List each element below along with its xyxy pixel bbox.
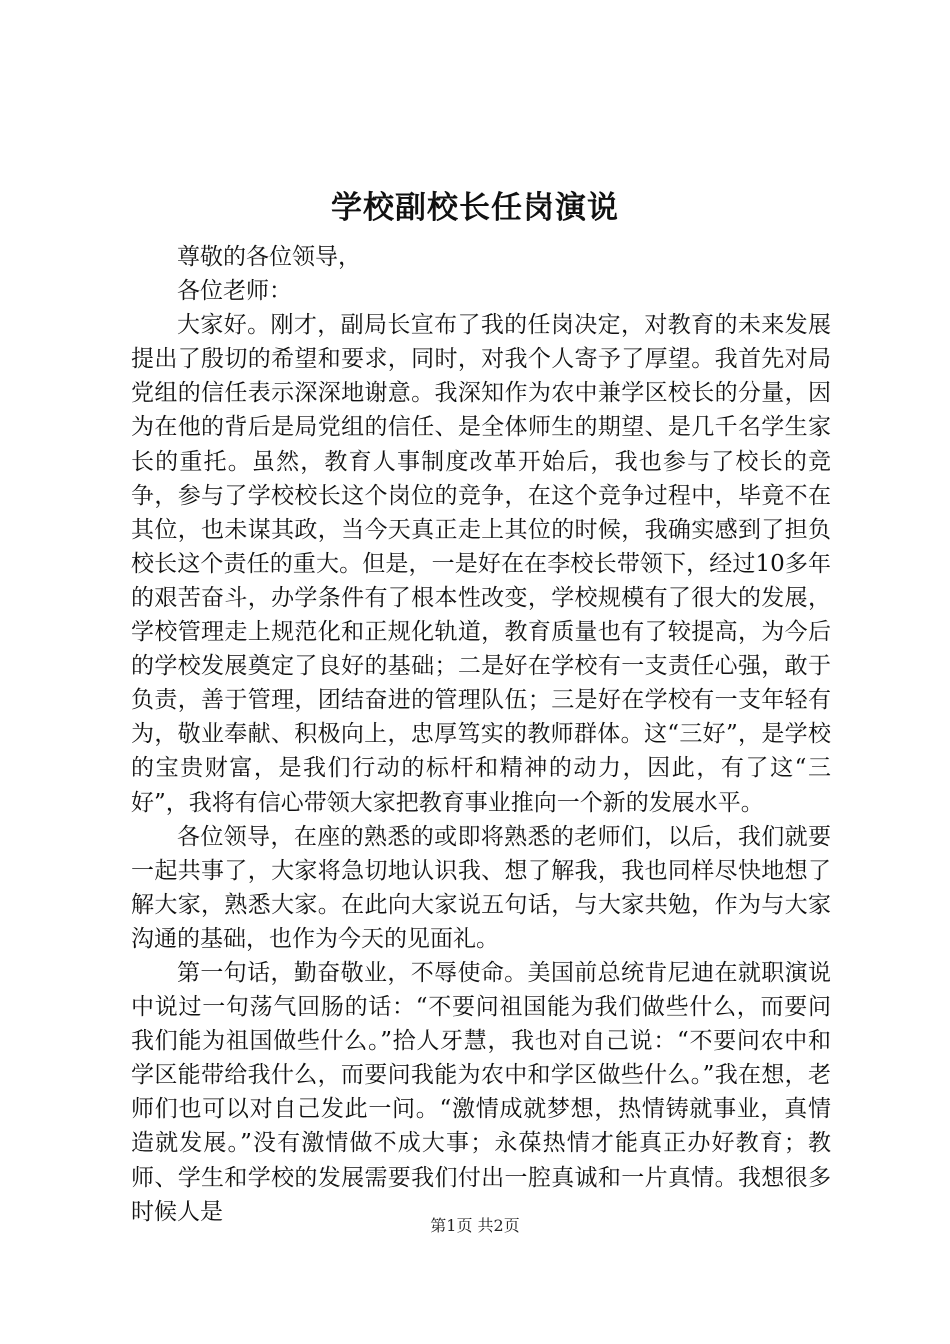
paragraph-first-point: 第一句话，勤奋敬业，不辱使命。美国前总统肯尼迪在就职演说中说过一句荡气回肠的话：“不要问祖国能为我们做些什么，而要问我们能为祖国做些什么。”拾人牙慧，我也对自己说：“不要问农中和学区能带给我什么，而要问我能为农中和学区做些什么。”我在想，老师们也可以对自己发此一问。“激情成就梦想，热情铸就事业，真情造就发展。”没有激情做不成大事；永葆热情才能真正办好教育；教师、学生和学校的发展需要我们付出一腔真诚和一片真情。我想很多时候人是 xyxy=(131,959,831,1225)
document-body xyxy=(131,240,831,1229)
salutation-leaders: 尊敬的各位领导， xyxy=(177,244,361,270)
paragraph-greeting: 大家好。刚才，副局长宣布了我的任岗决定，对教育的未来发展提出了殷切的希望和要求，同时，对我个人寄予了厚望。我首先对局党组的信任表示深深地谢意。我深知作为农中兼学区校长的分量，因为在他的背后是局党组的信任、是全体师生的期望、是几千名学生家长的重托。虽然，教育人事制度改革开始后，我也参与了校长的竞争，参与了学校校长这个岗位的竞争，在这个竞争过程中，毕竟不在其位，也未谋其政，当今天真正走上其位的时候，我确实感到了担负校长这个责任的重大。但是，一是好在在李校长带领下，经过10多年的艰苦奋斗，办学条件有了根本性改变，学校规模有了很大的发展，学校管理走上规范化和正规化轨道，教育质量也有了较提高，为今后的学校发展奠定了良好的基础；二是好在学校有一支责任心强，敢于负责，善于管理，团结奋进的管理队伍；三是好在学校有一支年轻有为，敬业奉献、积极向上，忠厚笃实的教师群体。这“三好”，是学校的宝贵财富，是我们行动的标杆和精神的动力，因此，有了这“三好”，我将有信心带领大家把教育事业推向一个新的发展水平。 xyxy=(131,312,831,816)
document-title: 学校副校长任岗演说 xyxy=(331,190,619,226)
salutation-teachers: 各位老师： xyxy=(177,278,292,305)
page-number-footer: 第1页 共2页 xyxy=(430,1216,520,1235)
paragraph-introduction: 各位领导，在座的熟悉的或即将熟悉的老师们，以后，我们就要一起共事了，大家将急切地认识我、想了解我，我也同样尽快地想了解大家，熟悉大家。在此向大家说五句话，与大家共勉，作为与大家沟通的基础，也作为今天的见面礼。 xyxy=(131,823,831,952)
